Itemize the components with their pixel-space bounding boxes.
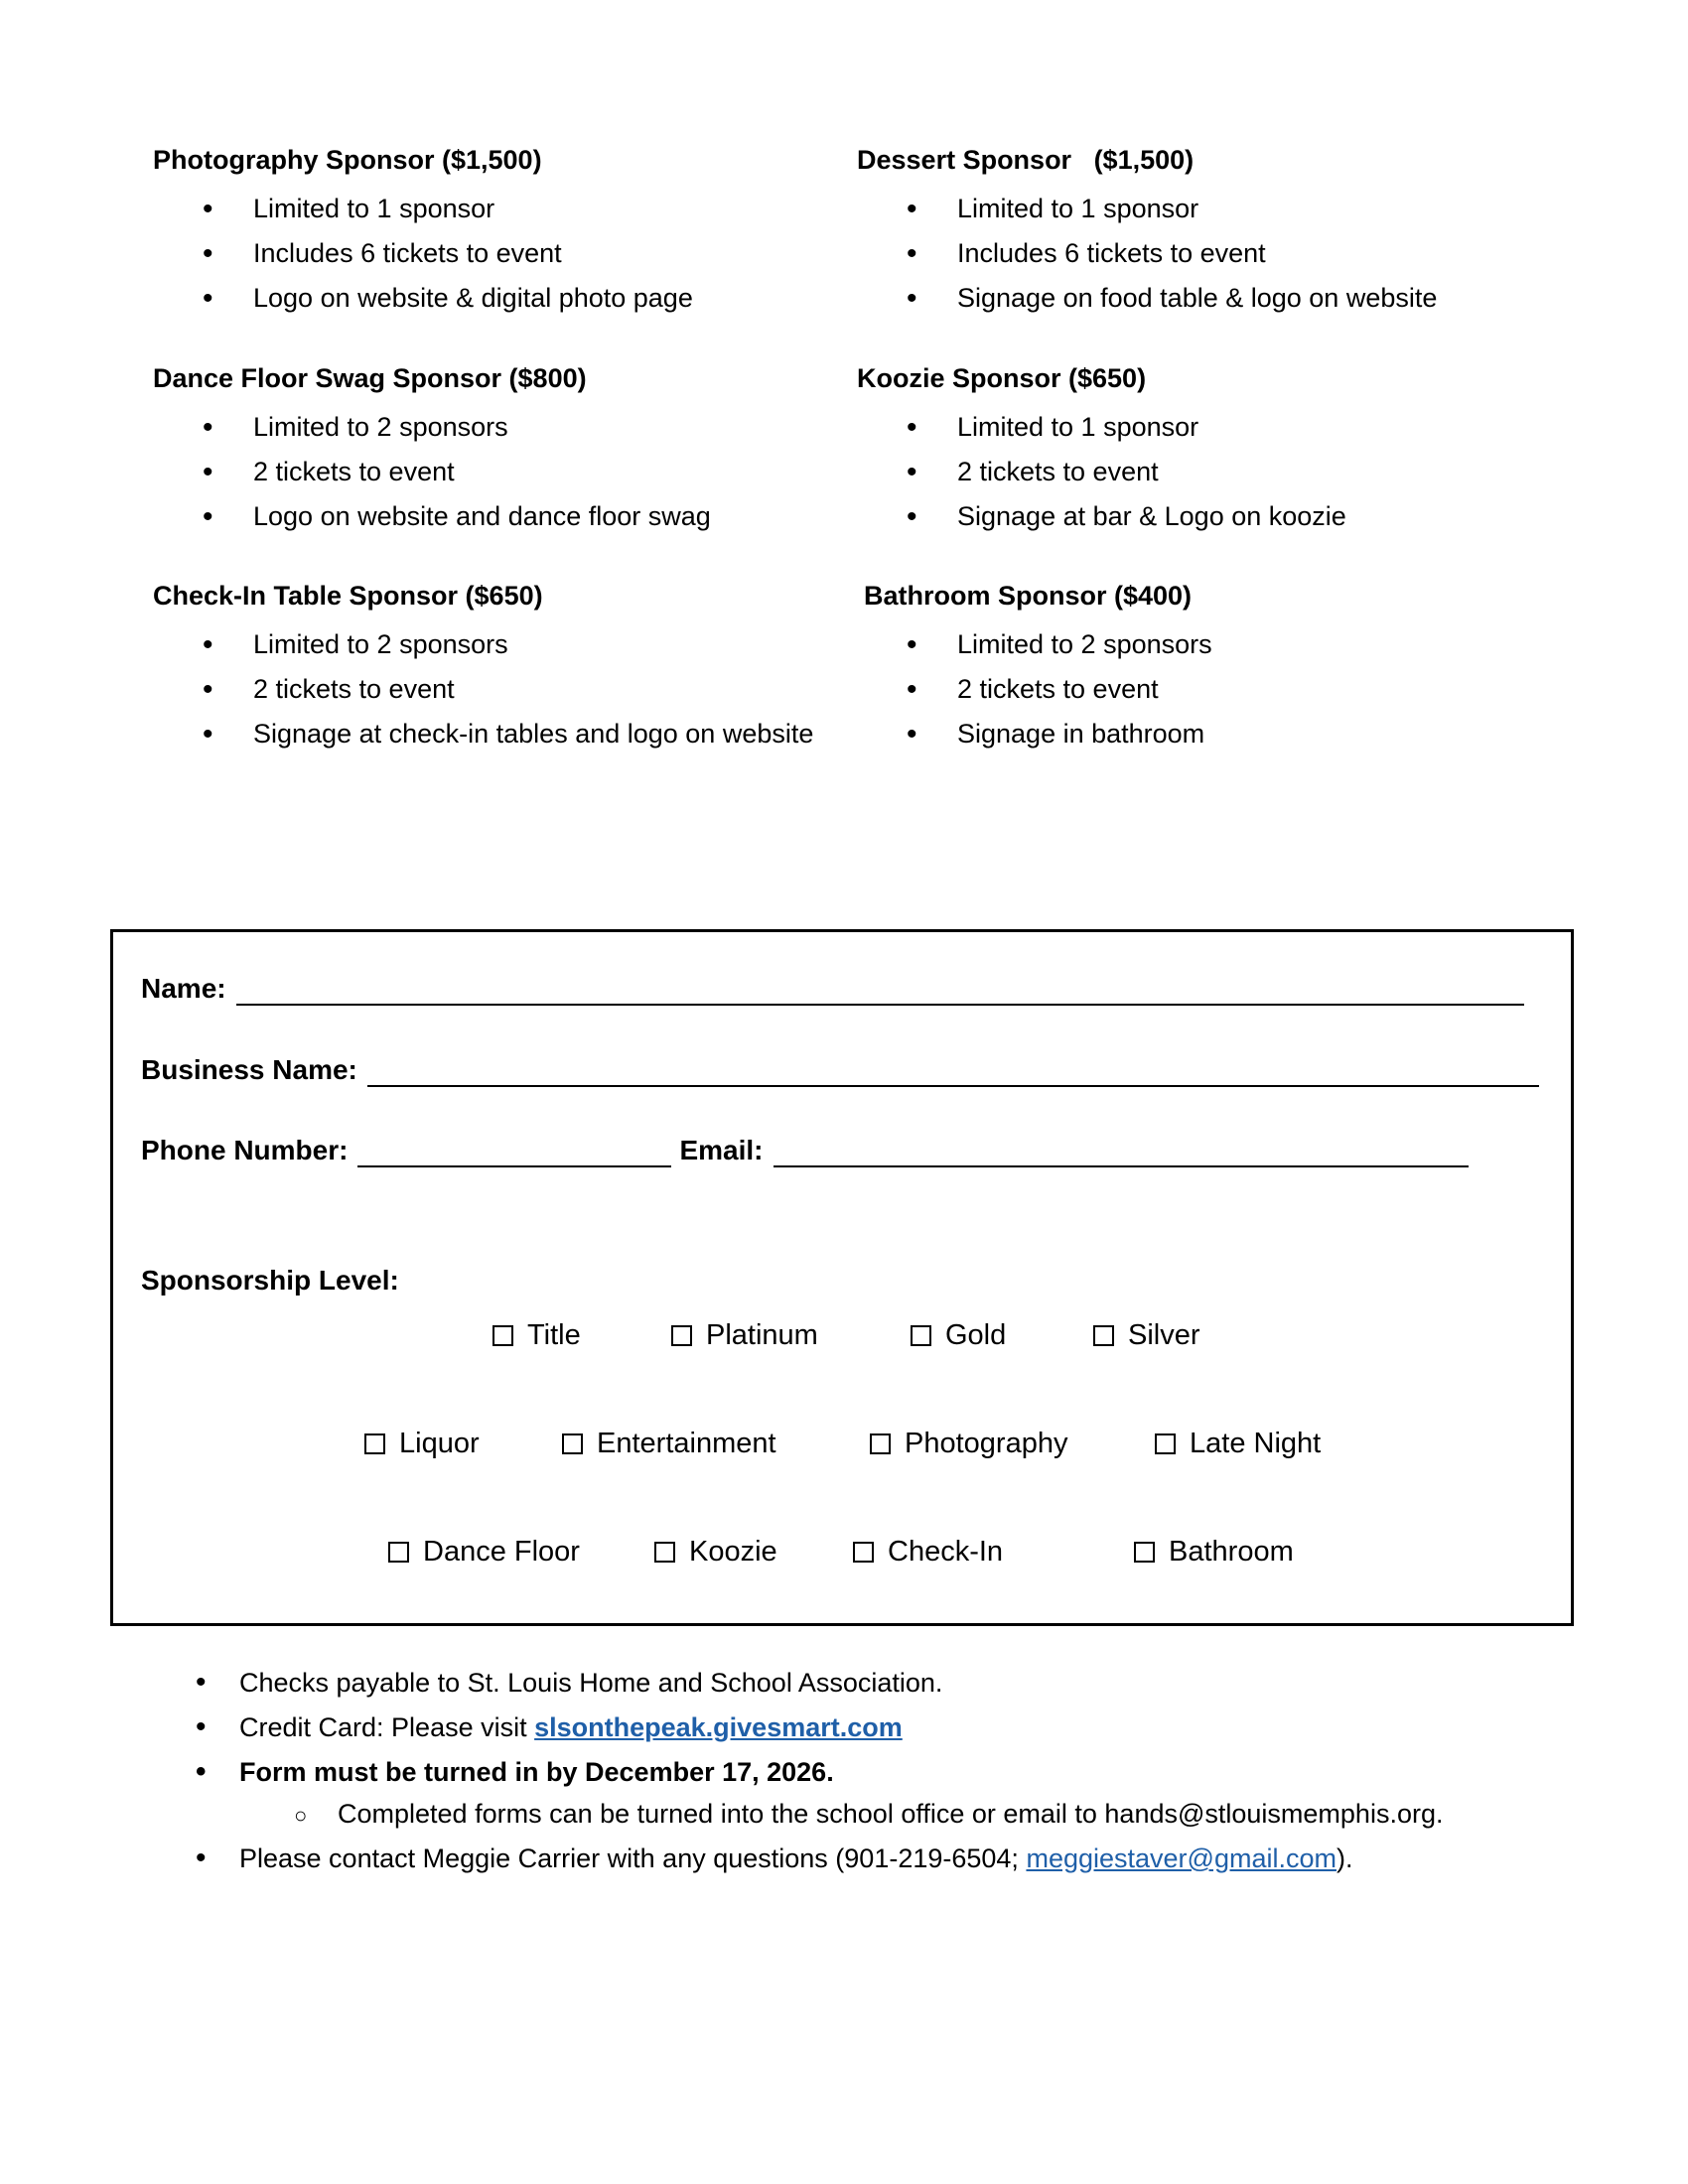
name-field[interactable]: [236, 974, 1524, 1006]
list-item: • Signage in bathroom: [857, 712, 1212, 756]
sponsor-koozie: [857, 361, 1346, 539]
list-item: • 2 tickets to event: [857, 667, 1212, 712]
list-item: • Includes 6 tickets to event: [857, 231, 1437, 276]
business-name-label: Business Name:: [141, 1054, 357, 1085]
checkbox-icon[interactable]: [853, 1542, 874, 1563]
sponsor-title: Bathroom Sponsor ($400): [864, 581, 1193, 611]
bullet-icon: •: [196, 1666, 207, 1699]
list-item: • Signage at check-in tables and logo on website: [153, 712, 813, 756]
checkbox-icon[interactable]: [671, 1325, 692, 1346]
contact-email-link[interactable]: meggiestaver@gmail.com: [1026, 1843, 1336, 1873]
checkbox-icon[interactable]: [870, 1433, 891, 1454]
list-item: • Limited to 1 sponsor: [153, 187, 693, 231]
givesmart-link[interactable]: slsonthepeak.givesmart.com: [534, 1712, 903, 1742]
note-text: Credit Card: Please visit: [239, 1712, 535, 1742]
sponsor-check-in: [153, 579, 813, 756]
checkbox-label: Late Night: [1190, 1428, 1322, 1459]
sponsor-title: Photography Sponsor ($1,500): [153, 145, 542, 175]
email-label: Email:: [679, 1135, 764, 1165]
note-credit-card: [196, 1710, 903, 1744]
sponsor-title: Dance Floor Swag Sponsor ($800): [153, 363, 587, 393]
bullet-icon: •: [196, 1842, 207, 1874]
note-sub-forms: [294, 1797, 1444, 1831]
checkbox-label: Photography: [905, 1428, 1068, 1459]
sponsor-benefits-list: [153, 405, 711, 539]
note-text: Completed forms can be turned into the school office or email to hands@stlouismemphis.org.: [338, 1799, 1444, 1829]
list-item: • Signage at bar & Logo on koozie: [857, 494, 1346, 539]
checkbox-label: Silver: [1128, 1319, 1200, 1351]
checkbox-icon[interactable]: [1093, 1325, 1114, 1346]
checkbox-label: Entertainment: [597, 1428, 776, 1459]
checkbox-title[interactable]: [492, 1317, 581, 1353]
checkbox-label: Gold: [945, 1319, 1007, 1351]
sponsorship-level-label: Sponsorship Level:: [141, 1265, 399, 1296]
email-field[interactable]: [774, 1136, 1469, 1167]
business-name-row: [141, 1053, 1539, 1087]
phone-label: Phone Number:: [141, 1135, 349, 1165]
checkbox-icon[interactable]: [911, 1325, 931, 1346]
phone-field[interactable]: [357, 1136, 671, 1167]
checkbox-icon[interactable]: [562, 1433, 583, 1454]
bullet-icon: •: [196, 1755, 207, 1788]
checkbox-label: Liquor: [399, 1428, 480, 1459]
sponsor-title: Dessert Sponsor ($1,500): [857, 145, 1195, 175]
checkbox-icon[interactable]: [388, 1542, 409, 1563]
business-name-field[interactable]: [367, 1055, 1539, 1087]
list-item: • 2 tickets to event: [153, 450, 711, 494]
list-item: • 2 tickets to event: [857, 450, 1346, 494]
sponsorship-form: [110, 929, 1574, 1626]
checkbox-icon[interactable]: [654, 1542, 675, 1563]
list-item: • Signage on food table & logo on website: [857, 276, 1437, 321]
checkbox-label: Dance Floor: [423, 1536, 580, 1568]
sponsor-bathroom: [864, 579, 1212, 756]
checkbox-bathroom[interactable]: [1134, 1534, 1294, 1570]
sponsor-dessert: [857, 143, 1437, 321]
list-item: • Limited to 2 sponsors: [153, 622, 813, 667]
sponsor-photography: [153, 143, 693, 321]
note-checks: [196, 1666, 943, 1700]
phone-email-row: [141, 1134, 1469, 1167]
checkbox-photography[interactable]: [870, 1426, 1067, 1461]
checkbox-label: Title: [527, 1319, 581, 1351]
bullet-icon: •: [196, 1710, 207, 1743]
list-item: • Logo on website & digital photo page: [153, 276, 693, 321]
checkbox-icon[interactable]: [364, 1433, 385, 1454]
list-item: • Limited to 1 sponsor: [857, 405, 1346, 450]
checkbox-silver[interactable]: [1093, 1317, 1200, 1353]
list-item: • Includes 6 tickets to event: [153, 231, 693, 276]
checkbox-label: Check-In: [888, 1536, 1004, 1568]
note-contact: [196, 1842, 1353, 1875]
checkbox-gold[interactable]: [911, 1317, 1006, 1353]
sponsor-title: Check-In Table Sponsor ($650): [153, 581, 543, 611]
sponsor-title: Koozie Sponsor ($650): [857, 363, 1147, 393]
checkbox-icon[interactable]: [1134, 1542, 1155, 1563]
sponsor-benefits-list: [857, 622, 1212, 756]
checkbox-icon[interactable]: [1155, 1433, 1176, 1454]
checkbox-label: Platinum: [706, 1319, 818, 1351]
checkbox-koozie[interactable]: [654, 1534, 777, 1570]
checkbox-entertainment[interactable]: [562, 1426, 776, 1461]
note-text: Checks payable to St. Louis Home and School Association.: [239, 1668, 943, 1698]
checkbox-liquor[interactable]: [364, 1426, 480, 1461]
list-item: • Limited to 2 sponsors: [153, 405, 711, 450]
list-item: • Limited to 1 sponsor: [857, 187, 1437, 231]
list-item: • 2 tickets to event: [153, 667, 813, 712]
list-item: • Logo on website and dance floor swag: [153, 494, 711, 539]
checkbox-dance-floor[interactable]: [388, 1534, 580, 1570]
note-text: Please contact Meggie Carrier with any questions (901-219-6504;: [239, 1843, 1027, 1873]
checkbox-icon[interactable]: [492, 1325, 513, 1346]
circle-bullet-icon: ○: [294, 1803, 308, 1828]
sponsor-benefits-list: [857, 405, 1346, 539]
sponsor-benefits-list: [857, 187, 1437, 321]
name-label: Name:: [141, 973, 226, 1004]
checkbox-late-night[interactable]: [1155, 1426, 1321, 1461]
note-text: Form must be turned in by December 17, 2026.: [239, 1757, 834, 1787]
list-item: • Limited to 2 sponsors: [857, 622, 1212, 667]
note-text-suffix: ).: [1336, 1843, 1353, 1873]
sponsor-dance-floor: [153, 361, 711, 539]
sponsor-benefits-list: [153, 187, 693, 321]
checkbox-label: Koozie: [689, 1536, 777, 1568]
checkbox-label: Bathroom: [1169, 1536, 1294, 1568]
name-row: [141, 972, 1524, 1006]
sponsor-benefits-list: [153, 622, 813, 756]
checkbox-platinum[interactable]: [671, 1317, 818, 1353]
note-deadline: [196, 1755, 834, 1789]
checkbox-check-in[interactable]: [853, 1534, 1003, 1570]
